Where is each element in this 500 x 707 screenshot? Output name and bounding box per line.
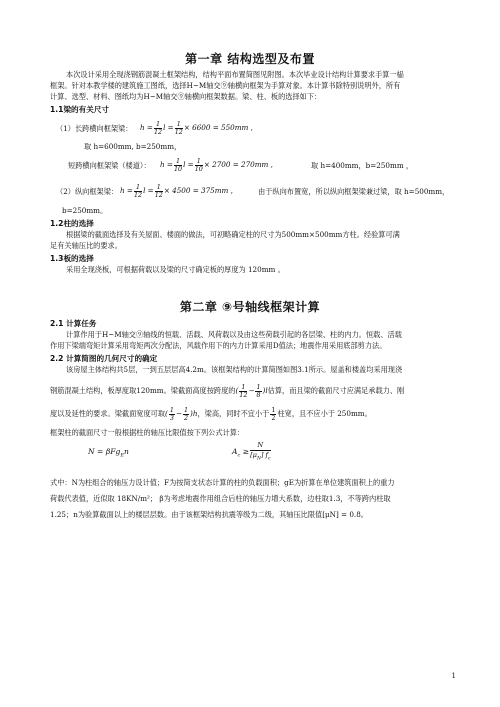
section-1-3-heading: 1.3板的选择: [50, 254, 94, 263]
chapter2-title: 第二章 ⑨号轴线框架计算: [179, 300, 321, 314]
short-span-beam-formula: h = $\frac{1}{10}$ l = $\frac{1}{10}$ × 2700 = 270mm ,: [160, 156, 273, 173]
column-formula-intro: 框架柱的截面尺寸一般根据柱的轴压比限值按下列公式计算：: [50, 428, 245, 437]
short-span-beam-size: 取 h=400mm，b=250mm ，: [311, 161, 414, 170]
longitudinal-beam-label: （2）纵向框架梁：: [56, 187, 119, 196]
chapter1-title: 第一章 结构选型及布置: [185, 52, 315, 66]
ch1-paragraph-line1: 本次设计采用全现浇钢筋混凝土框架结构，结构平面布置简图见附图。本次毕业设计结构计算要求手算一榀: [66, 70, 404, 79]
long-span-beam-label: （1）长跨横向框架梁：: [56, 124, 133, 133]
geometry-text-line3: 度以及延性的要求。梁截面宽度可取( $\frac{1}{3}$ − $\frac{1}{2}$ )h，梁高，同时不宜小于 $\frac{1}{2}$ 柱宽，且不应小于 250mm。: [50, 405, 372, 422]
axial-force-formula: N = βFg$_E$n: [88, 447, 129, 459]
explanation-line3: 1.25；n为验算截面以上的楼层层数。由于该框架结构抗震等级为二级，其轴压比限值[μN] = 0.8。: [50, 510, 368, 519]
section-2-1-heading: 2.1 计算任务: [50, 319, 97, 328]
ch1-paragraph-line2: 框架。针对本教学楼的建筑施工图纸，选择H~M轴交⑨轴横向框架为手算对象。本计算书除特别说明外，所有: [50, 81, 401, 90]
section-1-1-heading: 1.1梁的有关尺寸: [50, 105, 110, 114]
task-text-line1: 计算作用于H~M轴交⑨轴线的恒载、活载、风荷载以及由这些荷载引起的各层梁、柱的内力。恒载、活载: [66, 330, 402, 339]
column-text-line2: 足有关轴压比的要求。: [50, 241, 122, 250]
column-text-line1: 根据梁的截面选择及有关屋面、楼面的做法，可初略确定柱的尺寸为500mm×500mm方柱。经验算可满: [66, 230, 400, 239]
short-span-beam-label: 短跨横向框架梁（楼道）：: [68, 161, 151, 170]
longitudinal-beam-size: b=250mm。: [62, 206, 108, 215]
geometry-text-line1: 该房屋主体结构共5层，一到五层层高4.2m。该框架结构的计算简图如图3.1所示。屋盖和楼盖均采用现浇: [66, 365, 403, 374]
section-1-2-heading: 1.2柱的选择: [50, 219, 94, 228]
ch1-paragraph-line3: 计算、选型、材料、图纸均为H~M轴交⑨轴横向框架数据。梁、柱、板的选择如下：: [50, 92, 322, 101]
geometry-text-line2: 钢筋混凝土结构，板厚度取120mm。梁截面高度按跨度的( $\frac{1}{12}$ − $\frac{1}{8}$ )l估算，而且梁的截面尺寸应满足承载力、刚: [50, 382, 405, 399]
slab-text: 采用全现浇板，可根据荷载以及梁的尺寸确定板的厚度为 120mm 。: [66, 265, 285, 274]
long-span-beam-size: 取 h=600mm, b=250mm，: [84, 142, 182, 151]
longitudinal-beam-formula: h = $\frac{1}{12}$ l = $\frac{1}{12}$ × 4500 = 375mm ,: [120, 182, 233, 199]
explanation-line2: 荷载代表值，近似取 18KN/m²； β为考虑地震作用组合后柱的轴压力增大系数，边柱取1.3，不等跨内柱取: [50, 494, 391, 503]
column-area-formula: $A_c$ ≥ $\frac{N}{[\mu_N] f_c}$: [232, 440, 271, 462]
explanation-line1: 式中：N为柱组合的轴压力设计值；F为按简支状态计算的柱的负载面积；gE为折算在单位建筑面积上的重力: [50, 478, 395, 487]
long-span-beam-formula: h = $\frac{1}{12}$ l = $\frac{1}{12}$ × 6600 = 550mm ,: [140, 119, 253, 136]
longitudinal-beam-note: 由于纵向布置宽，所以纵向框架梁兼过梁，取 h=500mm，: [258, 187, 450, 196]
page-number: 1: [451, 672, 456, 680]
task-text-line2: 作用下梁端弯矩计算采用弯矩两次分配法，风载作用下的内力计算采用D值法；地震作用采用底部剪力法。: [50, 341, 387, 350]
section-2-2-heading: 2.2 计算简图的几何尺寸的确定: [50, 354, 158, 363]
